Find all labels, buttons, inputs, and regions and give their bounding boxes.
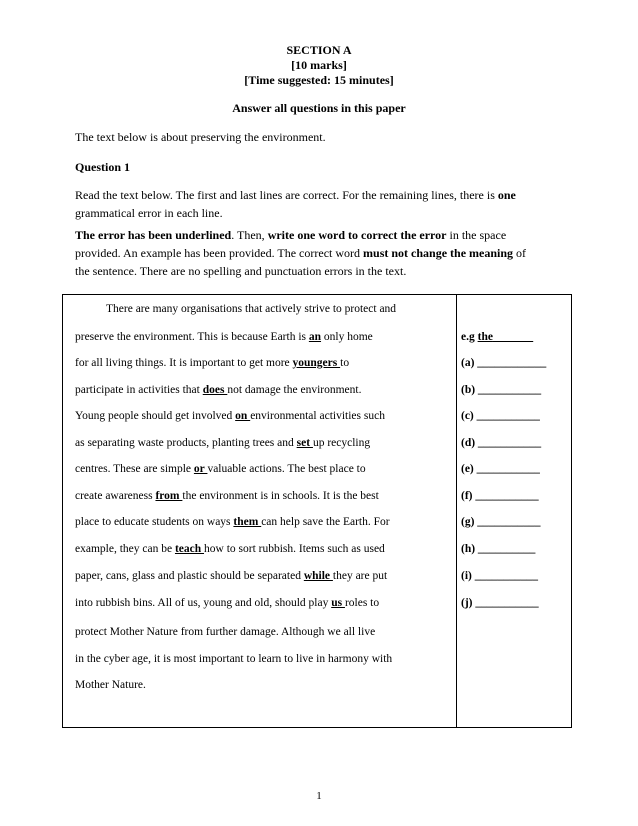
underlined-error: youngers bbox=[292, 357, 341, 369]
underlined-error: on bbox=[235, 410, 251, 422]
answer-blank-f[interactable]: (f) ___________ bbox=[461, 490, 539, 502]
underlined-error: set bbox=[296, 437, 313, 449]
passage-line bbox=[75, 626, 375, 638]
para1-bold: one bbox=[497, 188, 516, 202]
passage-line bbox=[75, 490, 379, 502]
section-heading: SECTION A bbox=[286, 43, 352, 57]
intro-text: The text below is about preserving the environment. bbox=[75, 130, 326, 144]
line-text: not damage the environment. bbox=[227, 384, 362, 396]
instruction-paragraph-1 bbox=[75, 186, 565, 222]
passage-line bbox=[106, 303, 396, 315]
example-answer bbox=[461, 331, 533, 343]
question-title: Question 1 bbox=[75, 160, 131, 174]
para2-line3: the sentence. There are no spelling and punctuation errors in the text. bbox=[75, 264, 407, 278]
underlined-error: from bbox=[155, 490, 183, 502]
answer-blank-d[interactable]: (d) ___________ bbox=[461, 437, 542, 449]
passage-line bbox=[75, 597, 379, 609]
passage-line bbox=[75, 543, 385, 555]
answer-blank-j[interactable]: (j) ___________ bbox=[461, 597, 539, 609]
answer-blank-b[interactable]: (b) ___________ bbox=[461, 384, 542, 396]
answer-blank-h[interactable]: (h) __________ bbox=[461, 543, 536, 555]
passage-line bbox=[75, 653, 392, 665]
answer-blank-e[interactable]: (e) ___________ bbox=[461, 463, 540, 475]
para1-text-b: grammatical error in each line. bbox=[75, 206, 223, 220]
para2-bold-3: must not change the meaning bbox=[363, 246, 514, 260]
passage-line bbox=[75, 410, 385, 422]
answer-blank-i[interactable]: (i) ___________ bbox=[461, 570, 538, 582]
underlined-error: them bbox=[233, 516, 262, 528]
passage-line bbox=[75, 516, 390, 528]
line-text: centres. These are simple bbox=[75, 463, 194, 475]
para2-bold-2: write one word to correct the error bbox=[267, 228, 447, 242]
underlined-error: does bbox=[202, 384, 228, 396]
line-text: Young people should get involved bbox=[75, 410, 236, 422]
answer-blank-a[interactable]: (a) ____________ bbox=[461, 357, 547, 369]
passage-line bbox=[75, 384, 361, 396]
passage-line bbox=[75, 357, 349, 369]
line-text: example, they can be bbox=[75, 543, 175, 555]
para2-bold-1: The error has been underlined bbox=[75, 228, 232, 242]
line-text: can help save the Earth. For bbox=[261, 516, 390, 528]
underlined-error: an bbox=[308, 331, 322, 343]
page-number: 1 bbox=[316, 790, 322, 802]
answer-blank-c[interactable]: (c) ___________ bbox=[461, 410, 540, 422]
line-text: roles to bbox=[344, 597, 380, 609]
line-text: There are many organisations that actively strive to protect and bbox=[106, 303, 397, 315]
line-text: into rubbish bins. All of us, young and old, should play bbox=[75, 597, 332, 609]
passage-line bbox=[75, 463, 366, 475]
line-text: environmental activities such bbox=[250, 410, 385, 422]
para2-text-a: . Then, bbox=[231, 228, 268, 242]
line-text: up recycling bbox=[312, 437, 371, 449]
example-label: e.g bbox=[461, 331, 478, 343]
line-text: protect Mother Nature from further damage. Although we all live bbox=[75, 626, 376, 638]
underlined-error: us bbox=[331, 597, 345, 609]
line-text: create awareness bbox=[75, 490, 156, 502]
time-label: [Time suggested: 15 minutes] bbox=[244, 73, 394, 87]
passage-line bbox=[75, 679, 146, 691]
example-word: the bbox=[477, 331, 493, 343]
passage-line bbox=[75, 331, 373, 343]
line-text: preserve the environment. This is because Earth is bbox=[75, 331, 309, 343]
instruction-paragraph-2 bbox=[75, 226, 565, 280]
line-text: Mother Nature. bbox=[75, 679, 146, 691]
underlined-error: or bbox=[193, 463, 208, 475]
line-text: for all living things. It is important to get more bbox=[75, 357, 293, 369]
marks-label: [10 marks] bbox=[291, 58, 347, 72]
para2-line2-b: of bbox=[513, 246, 527, 260]
para1-text-a: Read the text below. The first and last lines are correct. For the remaining lines, there is bbox=[75, 188, 498, 202]
line-text: participate in activities that bbox=[75, 384, 203, 396]
line-text: to bbox=[340, 357, 350, 369]
line-text: how to sort rubbish. Items such as used bbox=[204, 543, 385, 555]
line-text: place to educate students on ways bbox=[75, 516, 234, 528]
para2-line2-a: provided. An example has been provided. The correct word bbox=[75, 246, 364, 260]
line-text: only home bbox=[321, 331, 373, 343]
line-text: in the cyber age, it is most important to learn to live in harmony with bbox=[75, 653, 393, 665]
passage-line bbox=[75, 437, 370, 449]
line-text: the environment is in schools. It is the best bbox=[182, 490, 379, 502]
line-text: paper, cans, glass and plastic should be separated bbox=[75, 570, 304, 582]
line-text: they are put bbox=[332, 570, 388, 582]
para2-text-b: in the space bbox=[446, 228, 507, 242]
line-text: as separating waste products, planting trees and bbox=[75, 437, 297, 449]
underlined-error: while bbox=[303, 570, 333, 582]
line-text: valuable actions. The best place to bbox=[207, 463, 366, 475]
answer-blank-g[interactable]: (g) ___________ bbox=[461, 516, 541, 528]
underlined-error: teach bbox=[174, 543, 205, 555]
passage-line bbox=[75, 570, 387, 582]
instruction-heading: Answer all questions in this paper bbox=[232, 101, 406, 115]
